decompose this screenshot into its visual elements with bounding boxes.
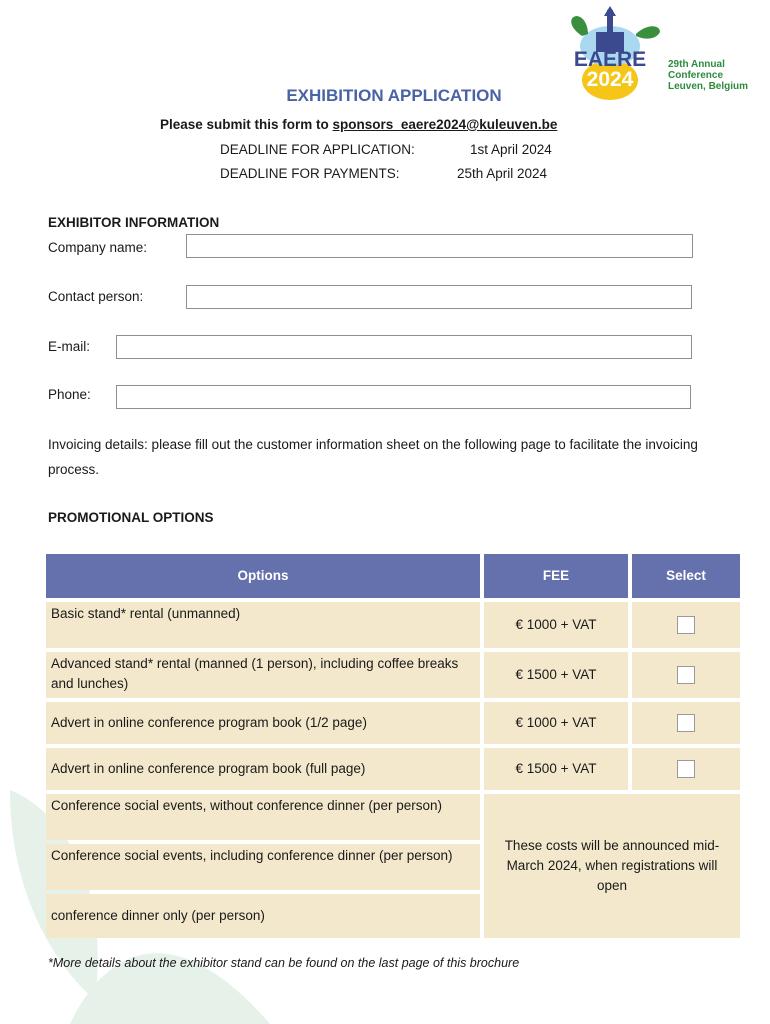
option-cell: Advanced stand* rental (manned (1 person), including coffee breaks and lunches) bbox=[46, 652, 480, 698]
submit-prefix: Please submit this form to bbox=[160, 117, 333, 132]
email-input[interactable] bbox=[116, 335, 692, 359]
deadline-payments-label: DEADLINE FOR PAYMENTS: bbox=[220, 166, 400, 181]
logo-mark-text: EAERE bbox=[573, 48, 647, 71]
exhibitor-heading: EXHIBITOR INFORMATION bbox=[48, 215, 220, 230]
option-cell: Conference social events, without conference dinner (per person) bbox=[46, 794, 480, 840]
select-checkbox[interactable] bbox=[677, 760, 695, 778]
option-cell: Advert in online conference program book (1/2 page) bbox=[46, 702, 480, 744]
logo-caption-line: 29th Annual bbox=[668, 59, 725, 70]
phone-input[interactable] bbox=[116, 385, 691, 409]
logo-year-text: 2024 bbox=[586, 68, 634, 91]
deadline-application-date: 1st April 2024 bbox=[470, 142, 552, 157]
fee-cell: € 1500 + VAT bbox=[484, 652, 628, 698]
phone-label: Phone: bbox=[48, 387, 91, 402]
option-cell: conference dinner only (per person) bbox=[46, 894, 480, 938]
col-header-fee: FEE bbox=[484, 554, 628, 598]
footnote: *More details about the exhibitor stand can be found on the last page of this brochure bbox=[48, 956, 520, 970]
option-cell: Advert in online conference program book (full page) bbox=[46, 748, 480, 790]
invoicing-note: Invoicing details: please fill out the customer information sheet on the following page to facilitate the invoicing process. bbox=[48, 437, 698, 477]
select-cell bbox=[632, 748, 740, 790]
deadline-application-label: DEADLINE FOR APPLICATION: bbox=[220, 142, 415, 157]
fee-cell: € 1000 + VAT bbox=[484, 602, 628, 648]
contact-person-label: Contact person: bbox=[48, 289, 144, 304]
select-cell bbox=[632, 652, 740, 698]
company-name-input[interactable] bbox=[186, 234, 693, 258]
select-checkbox[interactable] bbox=[677, 714, 695, 732]
logo-caption-line: Conference bbox=[668, 70, 724, 81]
contact-person-input[interactable] bbox=[186, 285, 692, 309]
logo-caption-line: Leuven, Belgium bbox=[668, 81, 749, 92]
option-cell: Basic stand* rental (unmanned) bbox=[46, 602, 480, 648]
submit-email-link[interactable]: sponsors_eaere2024@kuleuven.be bbox=[332, 117, 558, 132]
company-name-label: Company name: bbox=[48, 240, 148, 255]
costs-tbd-note: These costs will be announced mid-March 2024, when registrations will open bbox=[484, 794, 740, 938]
email-label: E-mail: bbox=[48, 339, 91, 354]
select-cell bbox=[632, 602, 740, 648]
select-checkbox[interactable] bbox=[677, 666, 695, 684]
deadline-payments-date: 25th April 2024 bbox=[457, 166, 548, 181]
fee-cell: € 1500 + VAT bbox=[484, 748, 628, 790]
promo-heading: PROMOTIONAL OPTIONS bbox=[48, 510, 214, 525]
col-header-options: Options bbox=[46, 554, 480, 598]
col-header-select: Select bbox=[632, 554, 740, 598]
promo-table bbox=[46, 554, 740, 938]
option-cell: Conference social events, including conference dinner (per person) bbox=[46, 844, 480, 890]
fee-cell: € 1000 + VAT bbox=[484, 702, 628, 744]
submit-instruction bbox=[160, 117, 557, 132]
select-cell bbox=[632, 702, 740, 744]
select-checkbox[interactable] bbox=[677, 616, 695, 634]
page-title: EXHIBITION APPLICATION bbox=[286, 86, 502, 105]
